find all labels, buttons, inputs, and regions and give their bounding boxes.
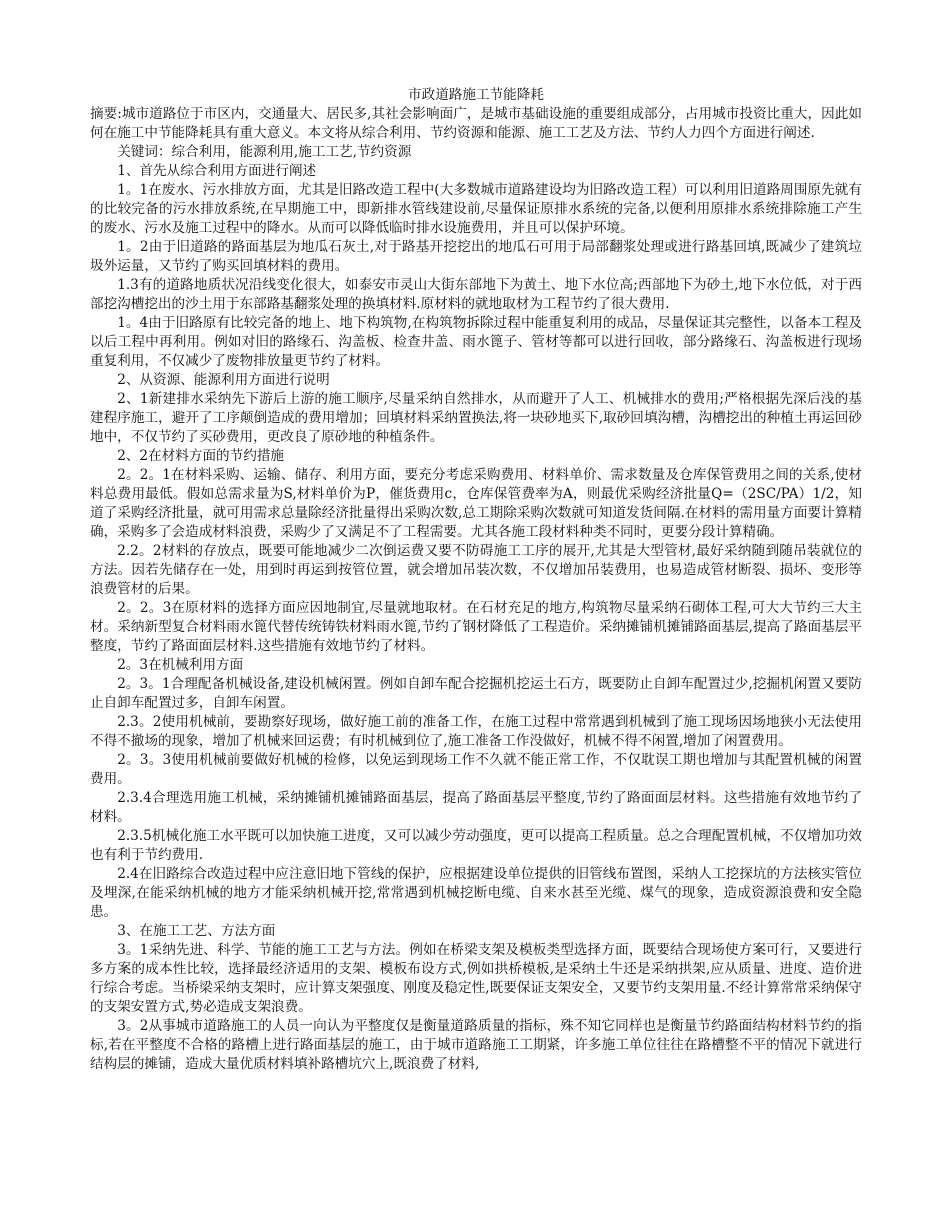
- paragraph: 3。1采纳先进、科学、节能的施工工艺与方法。例如在桥梁支架及模板类型选择方面，既要结合现场使方案可行，又要进行多方案的成本性比较，选择最经济适用的支架、模板布设方式,例如拱桥模板,是采纳土牛还是采纳拱架,应从质量、进度、造价进行综合考虑。当桥梁采纳支架时，应计算支架强度、刚度及稳定性,既要保证支架安全，又要节约支架用量.不经计算常常采纳保守的支架安置方式,势必造成支架浪费。: [90, 942, 862, 1015]
- paragraph: 2、从资源、能源利用方面进行说明: [117, 372, 330, 388]
- paragraph: 1。2由于旧道路的路面基层为地瓜石灰土,对于路基开挖挖出的地瓜石可用于局部翻浆处理或进行路基回填,既减少了建筑垃圾外运量，又节约了购买回填材料的费用。: [90, 239, 862, 274]
- paragraph: 3。2从事城市道路施工的人员一向认为平整度仅是衡量道路质量的指标，殊不知它同样也是衡量节约路面结构材料节约的指标,若在平整度不合格的路槽上进行路面基层的施工，由于城市道路施工工期紧，许多施工单位往往在路槽整不平的情况下就进行结构层的摊铺，造成大量优质材料填补路槽坑穴上,既浪费了材料,: [90, 1018, 862, 1072]
- paragraph: 摘要:城市道路位于市区内，交通量大、居民多,其社会影响面广，是城市基础设施的重要组成部分，占用城市投资比重大，因此如何在施工中节能降耗具有重大意义。本文将从综合利用、节约资源和能源、施工工艺及方法、节约人力四个方面进行阐述.: [90, 106, 862, 141]
- document-body: [90, 105, 862, 1074]
- paragraph: 2、2在材料方面的节约措施: [117, 448, 285, 464]
- paragraph: 2.3.5机械化施工水平既可以加快施工进度，又可以减少劳动强度，更可以提高工程质量。总之合理配置机械，不仅增加功效也有利于节约费用.: [90, 828, 862, 863]
- paragraph: 2。2。3在原材料的选择方面应因地制宜,尽量就地取材。在石材充足的地方,构筑物尽量采纳石砌体工程,可大大节约三大主材。采纳新型复合材料雨水篦代替传统铸铁材料雨水篦,节约了钢材降低了工程造价。采纳摊铺机摊铺路面基层,提高了路面基层平整度，节约了路面面层材料.这些措施有效地节约了材料。: [90, 600, 862, 654]
- paragraph: 2。3。1合理配备机械设备,建设机械闲置。例如自卸车配合挖掘机挖运土石方，既要防止自卸车配置过少,挖掘机闲置又要防止自卸车配置过多，自卸车闲置。: [90, 676, 862, 711]
- paragraph: 2.2。2材料的存放点，既要可能地减少二次倒运费又要不防碍施工工序的展开,尤其是大型管材,最好采纳随到随吊装就位的方法。因若先储存在一处，用到时再运到按管位置，就会增加吊装次数，不仅增加吊装费用，也易造成管材断裂、损坏、变形等浪费管材的后果。: [90, 543, 862, 597]
- paragraph: 2。3在机械利用方面: [117, 657, 244, 673]
- paragraph: 3、在施工工艺、方法方面: [117, 923, 276, 939]
- paragraph: 1。4由于旧路原有比较完备的地上、地下构筑物,在构筑物拆除过程中能重复利用的成品，尽量保证其完整性，以备本工程及以后工程中再利用。例如对旧的路缘石、沟盖板、检查井盖、雨水篦子、管材等都可以进行回收，部分路缘石、沟盖板进行现场重复利用，不仅减少了废物排放量更节约了材料。: [90, 315, 862, 369]
- paragraph: 1.3有的道路地质状况沿线变化很大，如泰安市灵山大街东部地下为黄土、地下水位高;西部地下为砂土,地下水位低，对于西部挖沟槽挖出的沙土用于东部路基翻浆处理的换填材料.原材料的就地取材为工程节约了很大费用.: [90, 277, 862, 312]
- paragraph: 2.3。2使用机械前，要勘察好现场，做好施工前的准备工作，在施工过程中常常遇到机械到了施工现场因场地狭小无法使用不得不撤场的现象，增加了机械来回运费；有时机械到位了,施工准备工作没做好，机械不得不闲置,增加了闲置费用。: [90, 714, 862, 749]
- paragraph: 2、1新建排水采纳先下游后上游的施工顺序,尽量采纳自然排水，从而避开了人工、机械排水的费用;严格根据先深后浅的基建程序施工，避开了工序颠倒造成的费用增加；回填材料采纳置换法,将一块砂地买下,取砂回填沟槽，沟槽挖出的种植土再运回砂地中，不仅节约了买砂费用，更改良了原砂地的种植条件。: [90, 391, 862, 445]
- document-page: [90, 86, 862, 1074]
- document-title: 市政道路施工节能降耗: [408, 87, 544, 103]
- paragraph: 1、首先从综合利用方面进行阐述: [117, 163, 317, 179]
- paragraph: 2。2。1在材料采购、运输、储存、利用方面，要充分考虑采购费用、材料单价、需求数量及仓库保管费用之间的关系,使材料总费用最低。假如总需求量为S,材料单价为P，催货费用c，仓库保管费率为A，则最优采购经济批量Q=（2SC/PA）1/2，知道了采购经济批量，就可用需求总量除经济批量得出采购次数,总工期除采购次数就可知道发货间隔.在材料的需用量方面要计算精确，采购多了会造成材料浪费，采购少了又满足不了工程需要。尤其各施工段材料种类不同时，更要分段计算精确。: [90, 467, 862, 540]
- paragraph: 2.4在旧路综合改造过程中应注意旧地下管线的保护，应根据建设单位提供的旧管线布置图，采纳人工挖探坑的方法核实管位及埋深,在能采纳机械的地方才能采纳机械开挖,常常遇到机械挖断电缆、自来水甚至光缆、煤气的现象，造成资源浪费和安全隐患。: [90, 866, 862, 920]
- paragraph: 1。1在废水、污水排放方面，尤其是旧路改造工程中(大多数城市道路建设均为旧路改造工程）可以利用旧道路周围原先就有的比较完备的污水排放系统,在早期施工中，即新排水管线建设前,尽量保证原排水系统的完备,以便利用原排水系统排除施工产生的废水、污水及施工过程中的降水。从而可以降低临时排水设施费用，并且可以保护环境。: [90, 182, 862, 236]
- paragraph: 2。3。3使用机械前要做好机械的检修，以免运到现场工作不久就不能正常工作，不仅耽误工期也增加与其配置机械的闲置费用。: [90, 752, 862, 787]
- paragraph: 2.3.4合理选用施工机械，采纳摊铺机摊铺路面基层，提高了路面基层平整度,节约了路面面层材料。这些措施有效地节约了材料。: [90, 790, 862, 825]
- paragraph: 关键词：综合利用，能源利用,施工工艺,节约资源: [117, 144, 412, 160]
